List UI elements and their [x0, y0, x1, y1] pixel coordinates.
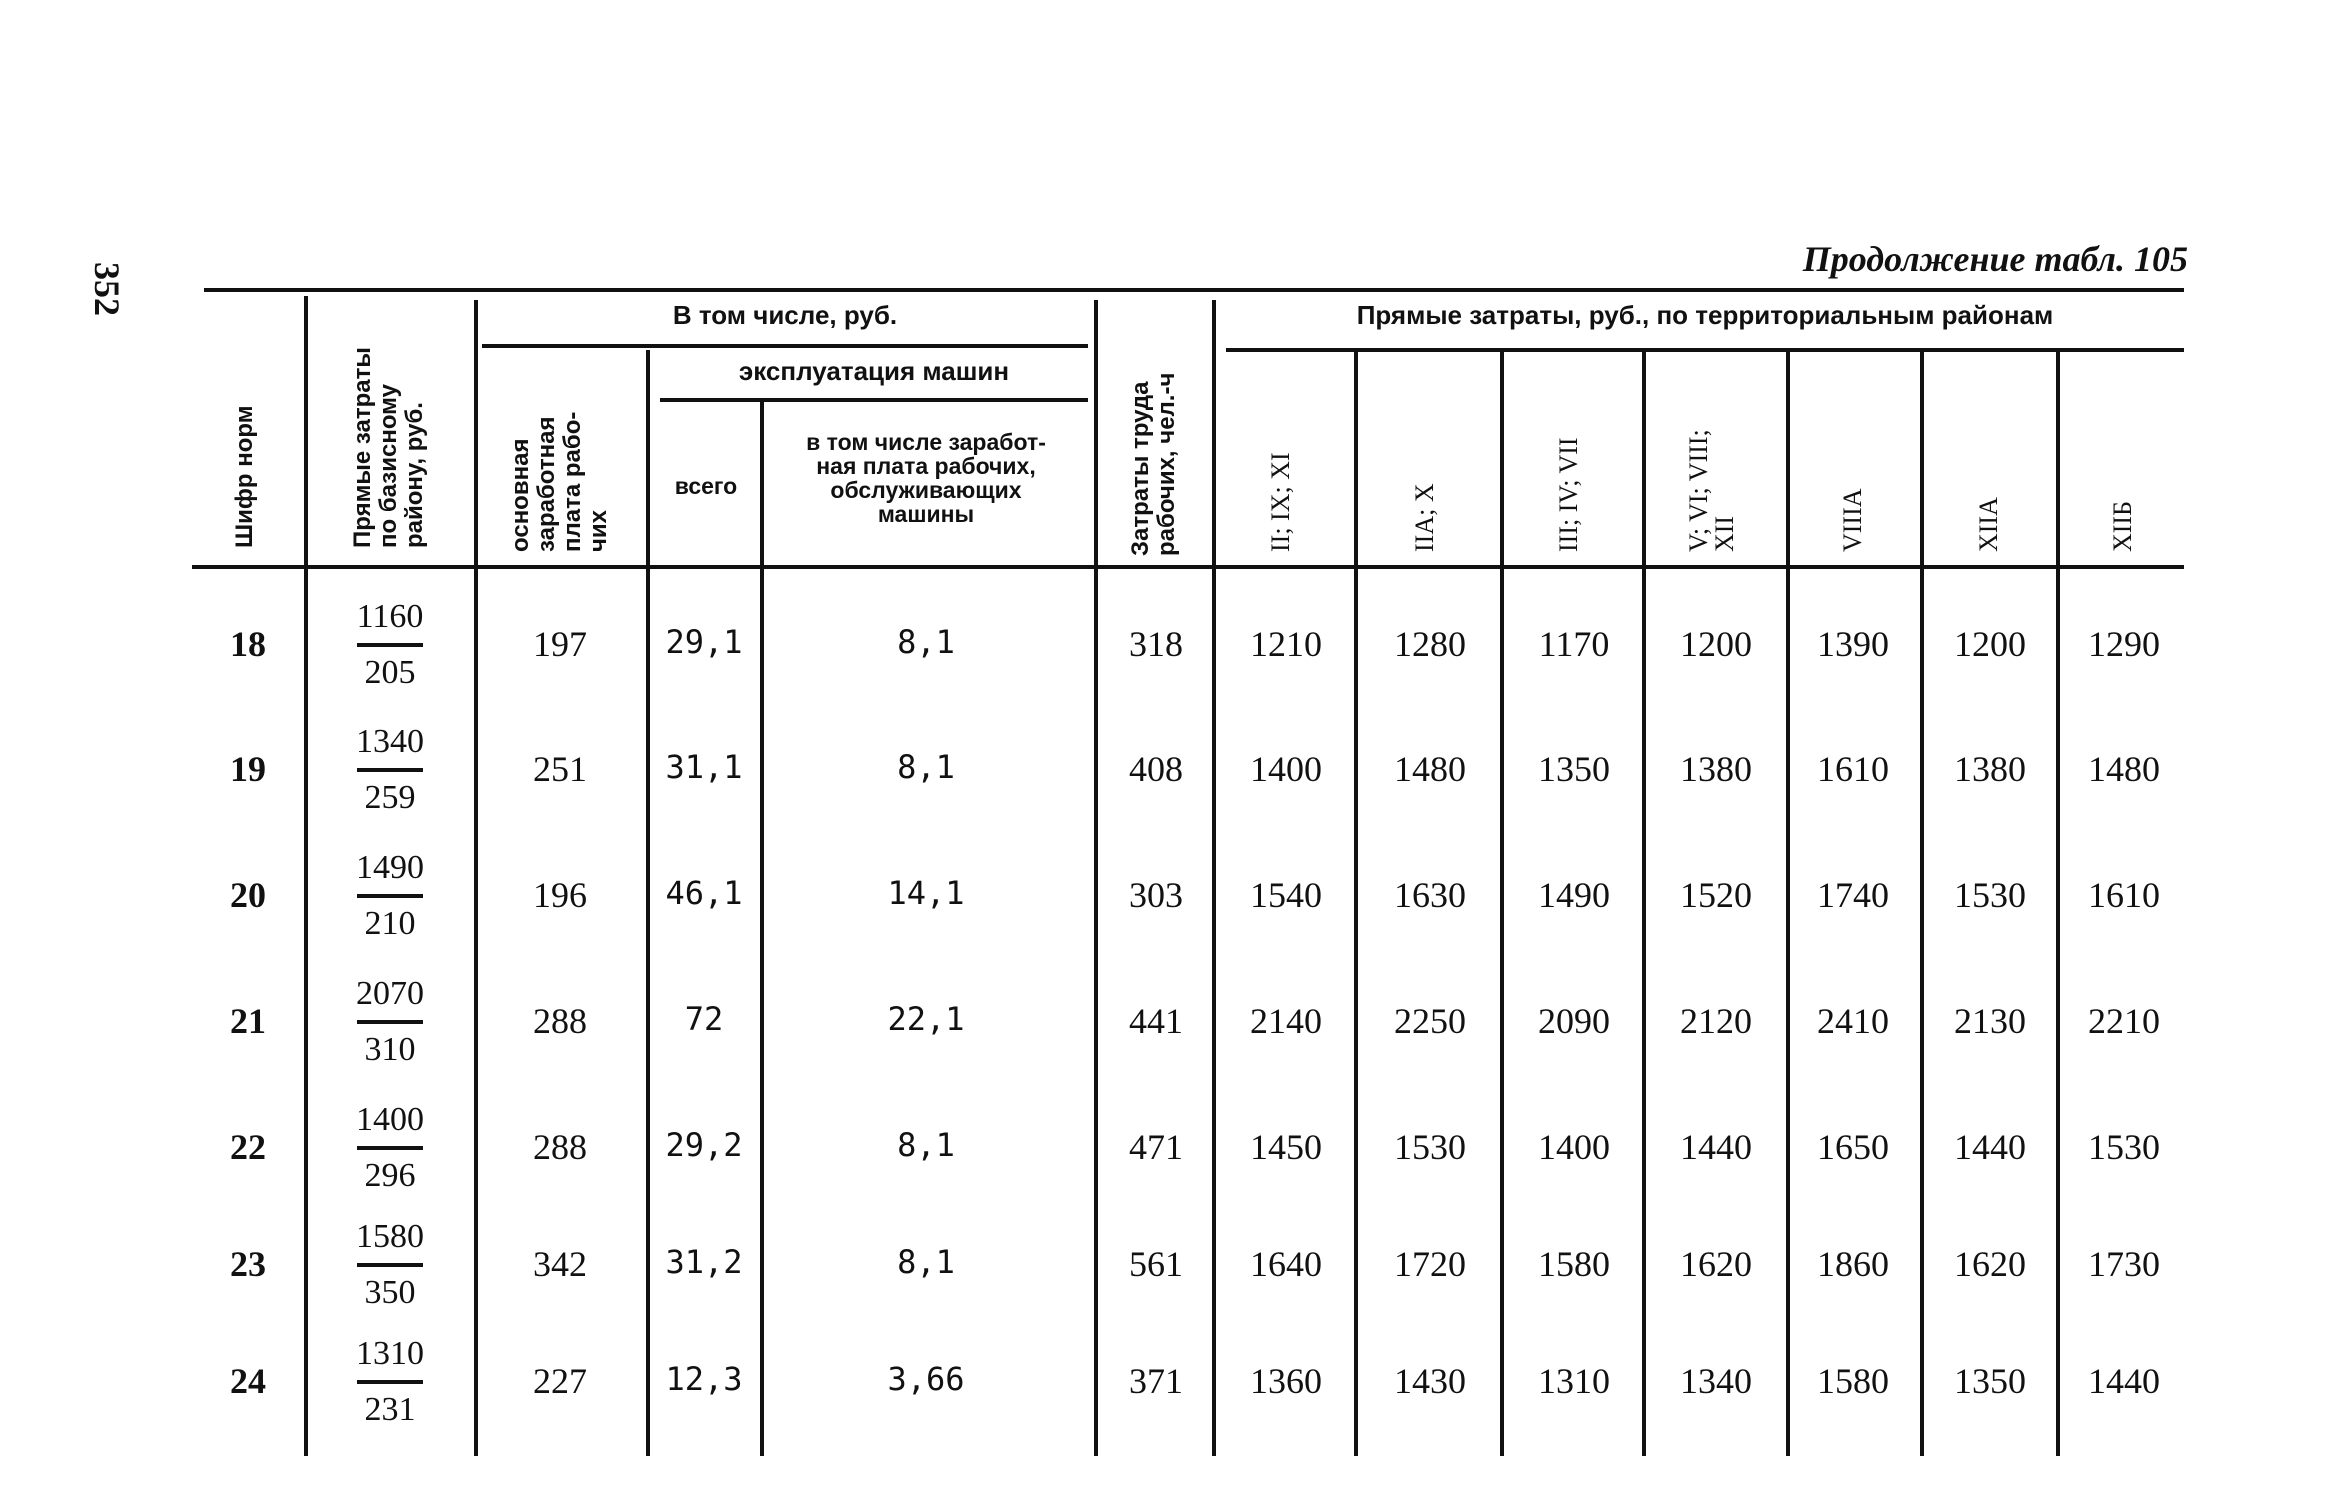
col-divider — [1094, 300, 1098, 1456]
fraction-bar — [357, 1020, 423, 1024]
cell-region-cost: 1860 — [1817, 1244, 1889, 1284]
direct-numerator: 1400 — [356, 1101, 424, 1138]
cell-code: 24 — [230, 1361, 266, 1401]
direct-denominator: 310 — [364, 1031, 416, 1068]
cell-code: 19 — [230, 749, 266, 789]
cell-machine-wage: 3,66 — [887, 1360, 965, 1398]
cell-labor: 408 — [1129, 749, 1183, 789]
cell-machine-total: 72 — [684, 1000, 724, 1038]
cell-code: 20 — [230, 875, 266, 915]
fraction-bar — [357, 1263, 423, 1267]
cell-region-cost: 1170 — [1538, 624, 1610, 664]
cell-machine-total: 31,1 — [665, 748, 743, 786]
fraction-bar — [357, 768, 423, 772]
header-region: V; VI; VIII; XII — [1684, 429, 1739, 552]
cell-region-cost: 2090 — [1538, 1001, 1610, 1041]
cell-region-cost: 1610 — [2088, 875, 2160, 915]
cell-direct-base — [335, 848, 445, 944]
cell-direct-base — [335, 1217, 445, 1313]
cell-direct-base — [335, 974, 445, 1070]
cell-region-cost: 1340 — [1680, 1361, 1752, 1401]
incl-group-rule — [482, 344, 1088, 348]
cell-direct-base — [335, 722, 445, 818]
direct-numerator: 2070 — [356, 975, 424, 1012]
cell-region-cost: 1580 — [1538, 1244, 1610, 1284]
cell-region-cost: 1730 — [2088, 1244, 2160, 1284]
regions-group-rule — [1226, 348, 2184, 352]
cell-machine-total: 29,2 — [665, 1126, 743, 1164]
col-divider — [1642, 352, 1646, 1456]
header-region: XIIБ — [2108, 500, 2137, 552]
cell-region-cost: 1540 — [1250, 875, 1322, 915]
cell-region-cost: 1650 — [1817, 1127, 1889, 1167]
header-direct-base: Прямые затраты по базисному району, руб. — [349, 347, 428, 548]
col-divider — [304, 296, 308, 1456]
top-rule — [204, 288, 2184, 292]
cell-region-cost: 1290 — [2088, 624, 2160, 664]
fraction-bar — [357, 1380, 423, 1384]
cell-region-cost: 1380 — [1680, 749, 1752, 789]
header-region: II; IX; XI — [1266, 452, 1295, 552]
cell-region-cost: 1480 — [1394, 749, 1466, 789]
cell-region-cost: 2250 — [1394, 1001, 1466, 1041]
cell-region-cost: 1480 — [2088, 749, 2160, 789]
fraction-bar — [357, 1146, 423, 1150]
cell-direct-base — [335, 1334, 445, 1430]
fraction-bar — [357, 643, 423, 647]
cell-labor: 441 — [1129, 1001, 1183, 1041]
cell-region-cost: 1440 — [1954, 1127, 2026, 1167]
cell-labor: 303 — [1129, 875, 1183, 915]
machine-group-rule — [660, 398, 1088, 402]
direct-numerator: 1160 — [356, 598, 424, 635]
cell-region-cost: 1350 — [1954, 1361, 2026, 1401]
cell-region-cost: 1720 — [1394, 1244, 1466, 1284]
cell-region-cost: 2210 — [2088, 1001, 2160, 1041]
cell-region-cost: 1210 — [1250, 624, 1322, 664]
cell-basic-wage: 251 — [533, 749, 587, 789]
col-divider — [2056, 352, 2060, 1456]
direct-denominator: 350 — [364, 1274, 416, 1311]
header-region: XIIA — [1974, 497, 2003, 552]
cell-basic-wage: 227 — [533, 1361, 587, 1401]
table-title: Продолжение табл. 105 — [1802, 239, 2188, 279]
cell-region-cost: 1630 — [1394, 875, 1466, 915]
cell-basic-wage: 288 — [533, 1127, 587, 1167]
cell-basic-wage: 288 — [533, 1001, 587, 1041]
header-region: IIA; X — [1410, 483, 1439, 552]
cell-direct-base — [335, 597, 445, 693]
cell-basic-wage: 197 — [533, 624, 587, 664]
cell-region-cost: 1200 — [1954, 624, 2026, 664]
cell-region-cost: 2410 — [1817, 1001, 1889, 1041]
cell-region-cost: 2140 — [1250, 1001, 1322, 1041]
cell-region-cost: 1610 — [1817, 749, 1889, 789]
cell-labor: 318 — [1129, 624, 1183, 664]
cell-labor: 371 — [1129, 1361, 1183, 1401]
cell-machine-total: 12,3 — [665, 1360, 743, 1398]
header-basic-wage: основная заработная плата рабо- чих — [507, 411, 612, 552]
col-divider — [1500, 352, 1504, 1456]
cell-region-cost: 1200 — [1680, 624, 1752, 664]
machine-group-header: эксплуатация машин — [738, 356, 1010, 386]
direct-numerator: 1340 — [356, 723, 424, 760]
header-region: III; IV; VII — [1554, 437, 1583, 552]
col-divider — [760, 402, 764, 1456]
cell-region-cost: 1580 — [1817, 1361, 1889, 1401]
cell-region-cost: 1440 — [1680, 1127, 1752, 1167]
direct-numerator: 1310 — [356, 1335, 424, 1372]
cell-region-cost: 1530 — [1954, 875, 2026, 915]
cell-direct-base — [335, 1100, 445, 1196]
cell-machine-wage: 8,1 — [897, 748, 955, 786]
direct-denominator: 296 — [364, 1157, 416, 1194]
fraction-bar — [357, 894, 423, 898]
cell-region-cost: 1360 — [1250, 1361, 1322, 1401]
cell-basic-wage: 196 — [533, 875, 587, 915]
cell-region-cost: 2120 — [1680, 1001, 1752, 1041]
cell-region-cost: 1280 — [1394, 624, 1466, 664]
cell-region-cost: 1400 — [1250, 749, 1322, 789]
cell-labor: 471 — [1129, 1127, 1183, 1167]
cell-region-cost: 1310 — [1538, 1361, 1610, 1401]
header-bottom-rule — [192, 565, 2184, 569]
cell-code: 23 — [230, 1244, 266, 1284]
cell-region-cost: 1490 — [1538, 875, 1610, 915]
cell-region-cost: 1350 — [1538, 749, 1610, 789]
header-code: Шифр норм — [231, 405, 258, 548]
cell-code: 22 — [230, 1127, 266, 1167]
direct-denominator: 259 — [364, 779, 416, 816]
header-incl-wage: в том числе заработ- ная плата рабочих, обслуживающих машины — [806, 429, 1046, 527]
col-divider — [1212, 300, 1216, 1456]
col-divider — [474, 300, 478, 1456]
cell-code: 21 — [230, 1001, 266, 1041]
cell-region-cost: 1400 — [1538, 1127, 1610, 1167]
header-region: VIIIA — [1838, 488, 1867, 552]
cell-machine-wage: 8,1 — [897, 1243, 955, 1281]
cell-machine-total: 31,2 — [665, 1243, 743, 1281]
page-number: 352 — [87, 262, 127, 316]
cell-machine-wage: 8,1 — [897, 623, 955, 661]
cell-region-cost: 1380 — [1954, 749, 2026, 789]
cell-machine-wage: 14,1 — [887, 874, 965, 912]
col-divider — [1786, 352, 1790, 1456]
direct-numerator: 1580 — [356, 1218, 424, 1255]
cell-region-cost: 1530 — [1394, 1127, 1466, 1167]
cell-region-cost: 1620 — [1680, 1244, 1752, 1284]
cell-labor: 561 — [1129, 1244, 1183, 1284]
cell-region-cost: 1450 — [1250, 1127, 1322, 1167]
cell-region-cost: 1620 — [1954, 1244, 2026, 1284]
cell-code: 18 — [230, 624, 266, 664]
header-labor: Затраты труда рабочих, чел.-ч — [1127, 372, 1180, 556]
header-total: всего — [674, 473, 738, 499]
cell-region-cost: 1640 — [1250, 1244, 1322, 1284]
cell-machine-wage: 22,1 — [887, 1000, 965, 1038]
cell-region-cost: 2130 — [1954, 1001, 2026, 1041]
direct-denominator: 205 — [364, 654, 416, 691]
cell-region-cost: 1520 — [1680, 875, 1752, 915]
cell-region-cost: 1740 — [1817, 875, 1889, 915]
cell-machine-wage: 8,1 — [897, 1126, 955, 1164]
cell-region-cost: 1390 — [1817, 624, 1889, 664]
cell-region-cost: 1440 — [2088, 1361, 2160, 1401]
cell-region-cost: 1530 — [2088, 1127, 2160, 1167]
direct-numerator: 1490 — [356, 849, 424, 886]
cell-machine-total: 29,1 — [665, 623, 743, 661]
cell-machine-total: 46,1 — [665, 874, 743, 912]
direct-denominator: 231 — [364, 1391, 416, 1428]
direct-denominator: 210 — [364, 905, 416, 942]
cell-basic-wage: 342 — [533, 1244, 587, 1284]
incl-group-header: В том числе, руб. — [672, 300, 898, 330]
col-divider — [1354, 352, 1358, 1456]
regions-group-header: Прямые затраты, руб., по территориальным районам — [1356, 300, 2054, 330]
cell-region-cost: 1430 — [1394, 1361, 1466, 1401]
col-divider — [1920, 352, 1924, 1456]
